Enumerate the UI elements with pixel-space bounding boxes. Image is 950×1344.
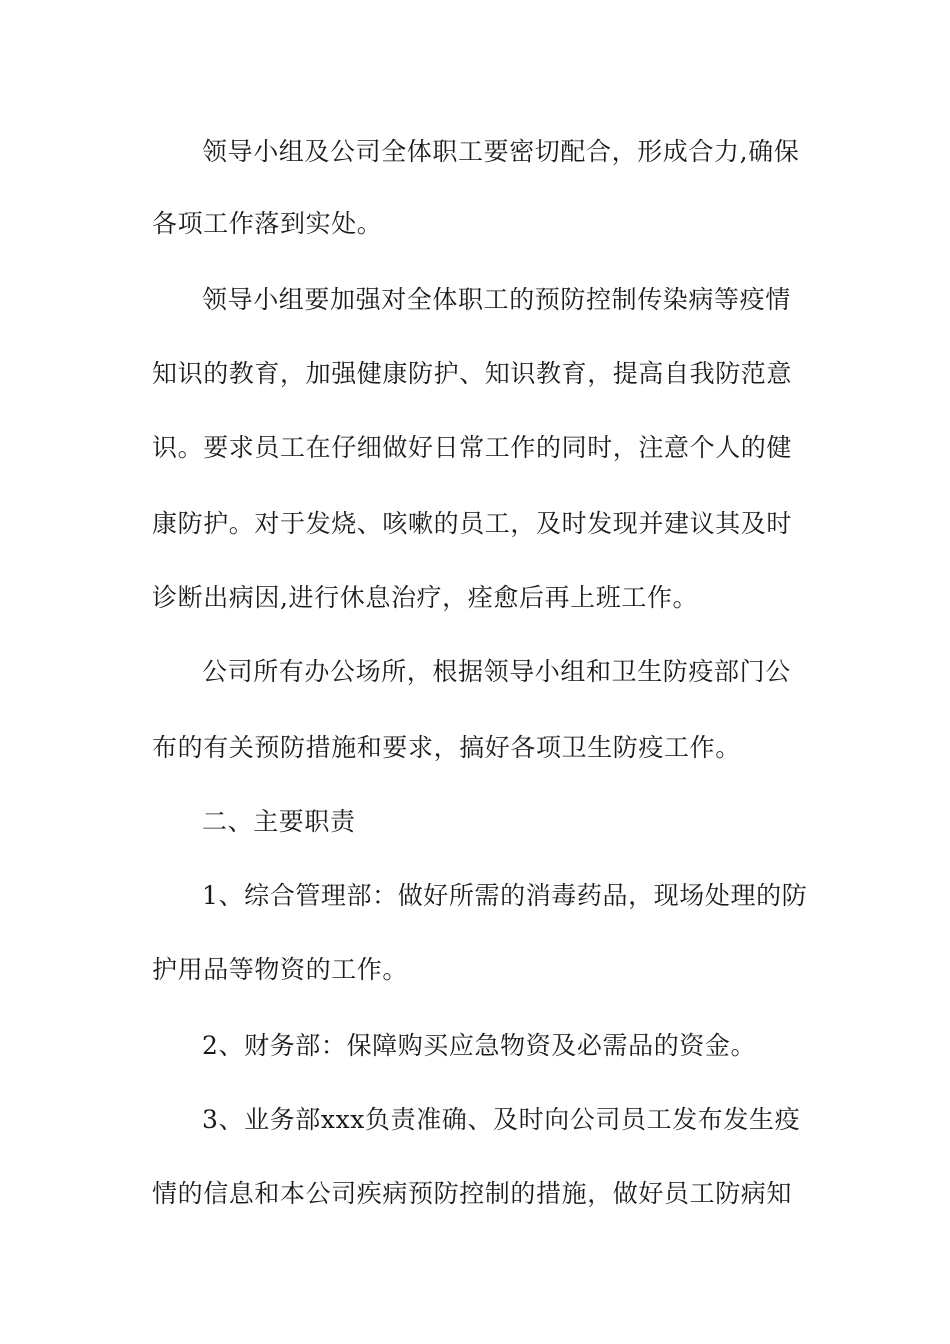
paragraph-line: 2、财务部：保障购买应急物资及必需品的资金。: [202, 1031, 757, 1060]
paragraph-line: 护用品等物资的工作。: [152, 955, 409, 984]
paragraph-line: 诊断出病因,进行休息治疗，痊愈后再上班工作。: [152, 583, 699, 612]
paragraph-line: 情的信息和本公司疾病预防控制的措施，做好员工防病知: [152, 1179, 793, 1208]
paragraph-line: 知识的教育，加强健康防护、知识教育，提高自我防范意: [152, 359, 793, 388]
paragraph-line: 布的有关预防措施和要求，搞好各项卫生防疫工作。: [152, 733, 741, 762]
paragraph-line: 康防护。对于发烧、咳嗽的员工，及时发现并建议其及时: [152, 509, 793, 538]
paragraph-line: 识。要求员工在仔细做好日常工作的同时，注意个人的健: [152, 433, 793, 462]
paragraph-line: 各项工作落到实处。: [152, 209, 383, 238]
paragraph-line: 1、综合管理部：做好所需的消毒药品，现场处理的防: [202, 881, 808, 910]
section-heading: 二、主要职责: [202, 807, 356, 836]
paragraph-line: 领导小组要加强对全体职工的预防控制传染病等疫情: [202, 285, 791, 314]
paragraph-line: 3、业务部xxx负责准确、及时向公司员工发布发生疫: [202, 1105, 801, 1134]
paragraph-line: 领导小组及公司全体职工要密切配合，形成合力,确保: [202, 137, 800, 166]
paragraph-line: 公司所有办公场所，根据领导小组和卫生防疫部门公: [202, 657, 791, 686]
